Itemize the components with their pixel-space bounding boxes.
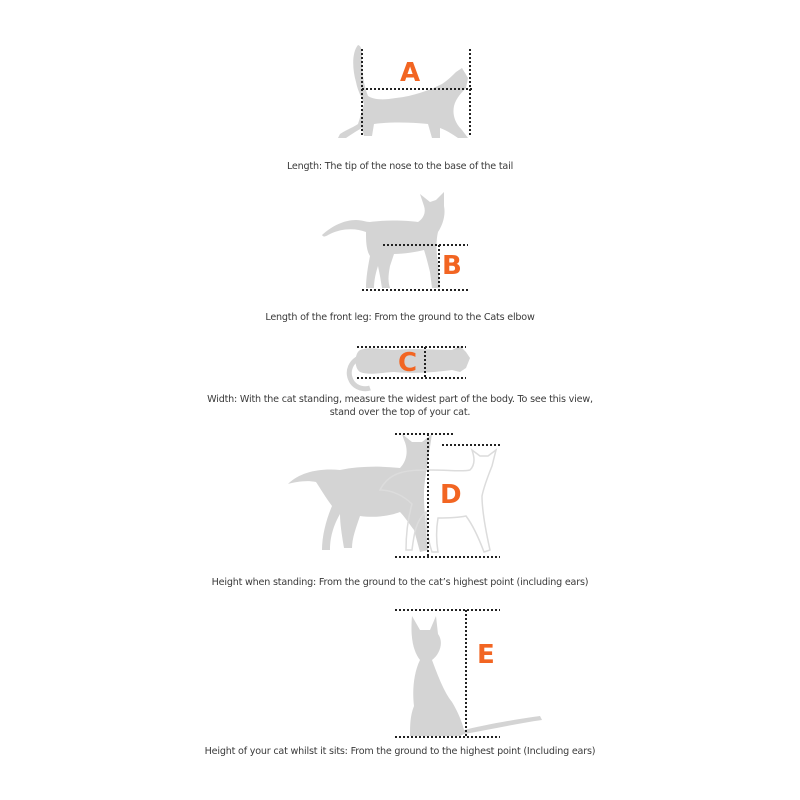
caption-c-line1: Width: With the cat standing, measure the widest part of the body. To see this view,: [207, 394, 593, 405]
cat-silhouette-icon: [410, 616, 542, 736]
caption-d: Height when standing: From the ground to the cat’s highest point (including ears): [211, 577, 589, 588]
label-d: D: [440, 480, 462, 510]
label-e: E: [477, 640, 495, 670]
caption-a: Length: The tip of the nose to the base of the tail: [286, 161, 514, 172]
figure-e-sitting-cat: [395, 610, 542, 737]
label-a: A: [400, 58, 421, 88]
cat-silhouette-icon: [288, 434, 432, 552]
figure-d-standing-cats: [288, 434, 500, 557]
cat-silhouette-icon: [322, 192, 445, 288]
label-b: B: [442, 251, 462, 281]
caption-c-line2: stand over the top of your cat.: [329, 407, 471, 418]
caption-e: Height of your cat whilst it sits: From the ground to the highest point (Including ears): [204, 746, 596, 757]
caption-b: Length of the front leg: From the ground to the Cats elbow: [265, 312, 535, 323]
label-c: C: [398, 348, 418, 378]
